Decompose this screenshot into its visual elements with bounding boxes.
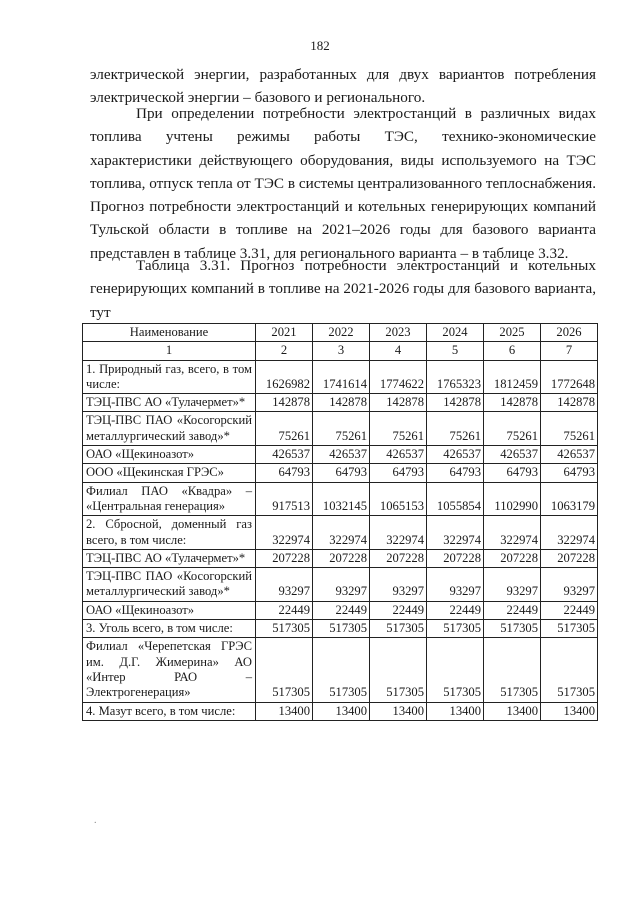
row-name-cell: ТЭЦ-ПВС АО «Тулачермет»* <box>83 394 256 412</box>
value-cell: 13400 <box>427 702 484 720</box>
value-cell: 64793 <box>541 464 598 482</box>
row-name-cell: 3. Уголь всего, в том числе: <box>83 620 256 638</box>
value-cell: 322974 <box>427 516 484 550</box>
value-cell: 517305 <box>313 620 370 638</box>
value-cell: 322974 <box>541 516 598 550</box>
value-cell: 1063179 <box>541 482 598 516</box>
value-cell: 75261 <box>313 412 370 446</box>
value-cell: 93297 <box>313 568 370 602</box>
row-name-cell: ТЭЦ-ПВС АО «Тулачермет»* <box>83 549 256 567</box>
value-cell: 1055854 <box>427 482 484 516</box>
table-row <box>83 446 598 464</box>
value-cell: 75261 <box>427 412 484 446</box>
table-row <box>83 360 598 394</box>
value-cell: 64793 <box>370 464 427 482</box>
value-cell: 93297 <box>427 568 484 602</box>
value-cell: 322974 <box>484 516 541 550</box>
value-cell: 22449 <box>313 601 370 619</box>
value-cell: 22449 <box>541 601 598 619</box>
value-cell: 1774622 <box>370 360 427 394</box>
header-year: 2021 <box>256 324 313 342</box>
row-name-cell: ОАО «Щекиноазот» <box>83 601 256 619</box>
value-cell: 93297 <box>256 568 313 602</box>
row-name-cell: Филиал ПАО «Квадра» – «Центральная генерация» <box>83 482 256 516</box>
value-cell: 517305 <box>256 638 313 702</box>
value-cell: 1065153 <box>370 482 427 516</box>
value-cell: 322974 <box>313 516 370 550</box>
value-cell: 93297 <box>370 568 427 602</box>
table-row <box>83 568 598 602</box>
value-cell: 517305 <box>484 638 541 702</box>
value-cell: 64793 <box>256 464 313 482</box>
column-index: 2 <box>256 342 313 360</box>
value-cell: 207228 <box>370 549 427 567</box>
value-cell: 142878 <box>370 394 427 412</box>
value-cell: 22449 <box>484 601 541 619</box>
table-row <box>83 412 598 446</box>
table-row <box>83 516 598 550</box>
table-row <box>83 638 598 702</box>
table-row <box>83 394 598 412</box>
value-cell: 22449 <box>370 601 427 619</box>
value-cell: 13400 <box>313 702 370 720</box>
value-cell: 917513 <box>256 482 313 516</box>
column-index: 6 <box>484 342 541 360</box>
row-name-cell: ТЭЦ-ПВС ПАО «Косогорский металлургический завод»* <box>83 568 256 602</box>
row-name-cell: ООО «Щекинская ГРЭС» <box>83 464 256 482</box>
column-index: 4 <box>370 342 427 360</box>
value-cell: 75261 <box>484 412 541 446</box>
value-cell: 426537 <box>427 446 484 464</box>
value-cell: 75261 <box>370 412 427 446</box>
value-cell: 93297 <box>541 568 598 602</box>
value-cell: 1812459 <box>484 360 541 394</box>
value-cell: 517305 <box>370 638 427 702</box>
value-cell: 517305 <box>427 620 484 638</box>
value-cell: 1102990 <box>484 482 541 516</box>
table-row <box>83 601 598 619</box>
value-cell: 322974 <box>370 516 427 550</box>
value-cell: 322974 <box>256 516 313 550</box>
value-cell: 75261 <box>541 412 598 446</box>
value-cell: 1741614 <box>313 360 370 394</box>
column-index: 1 <box>83 342 256 360</box>
table-row <box>83 464 598 482</box>
value-cell: 1765323 <box>427 360 484 394</box>
value-cell: 13400 <box>370 702 427 720</box>
value-cell: 13400 <box>484 702 541 720</box>
value-cell: 517305 <box>427 638 484 702</box>
value-cell: 75261 <box>256 412 313 446</box>
value-cell: 517305 <box>541 620 598 638</box>
row-name-cell: 1. Природный газ, всего, в том числе: <box>83 360 256 394</box>
table-row <box>83 702 598 720</box>
value-cell: 93297 <box>484 568 541 602</box>
value-cell: 207228 <box>427 549 484 567</box>
value-cell: 517305 <box>370 620 427 638</box>
value-cell: 426537 <box>541 446 598 464</box>
value-cell: 207228 <box>256 549 313 567</box>
row-name-cell: ТЭЦ-ПВС ПАО «Косогорский металлургический завод»* <box>83 412 256 446</box>
value-cell: 426537 <box>256 446 313 464</box>
value-cell: 517305 <box>313 638 370 702</box>
value-cell: 142878 <box>313 394 370 412</box>
row-name-cell: 2. Сбросной, доменный газ всего, в том числе: <box>83 516 256 550</box>
value-cell: 517305 <box>541 638 598 702</box>
value-cell: 426537 <box>313 446 370 464</box>
value-cell: 142878 <box>541 394 598 412</box>
value-cell: 22449 <box>427 601 484 619</box>
value-cell: 13400 <box>541 702 598 720</box>
value-cell: 1626982 <box>256 360 313 394</box>
value-cell: 517305 <box>256 620 313 638</box>
table-row <box>83 549 598 567</box>
table-caption: Таблица 3.31. Прогноз потребности электростанций и котельных генерирующих компаний в топливе на 2021-2026 годы для базового варианта, тут <box>90 257 596 321</box>
value-cell: 142878 <box>427 394 484 412</box>
row-name-cell: Филиал «Черепетская ГРЭС им. Д.Г. Жимерина» АО «Интер РАО – Электрогенерация» <box>83 638 256 702</box>
value-cell: 142878 <box>484 394 541 412</box>
value-cell: 207228 <box>541 549 598 567</box>
scan-speck: . <box>94 815 97 826</box>
value-cell: 13400 <box>256 702 313 720</box>
header-year: 2022 <box>313 324 370 342</box>
value-cell: 1772648 <box>541 360 598 394</box>
row-name-cell: ОАО «Щекиноазот» <box>83 446 256 464</box>
paragraph-1: электрической энергии, разработанных для двух вариантов потребления электрической энергии – базового и регионального. <box>90 66 596 107</box>
value-cell: 207228 <box>484 549 541 567</box>
value-cell: 1032145 <box>313 482 370 516</box>
row-name-cell: 4. Мазут всего, в том числе: <box>83 702 256 720</box>
value-cell: 426537 <box>370 446 427 464</box>
fuel-forecast-table <box>82 323 598 721</box>
header-year: 2025 <box>484 324 541 342</box>
value-cell: 64793 <box>484 464 541 482</box>
value-cell: 64793 <box>313 464 370 482</box>
table-row <box>83 482 598 516</box>
column-index: 7 <box>541 342 598 360</box>
value-cell: 517305 <box>484 620 541 638</box>
column-index: 5 <box>427 342 484 360</box>
paragraph-2: При определении потребности электростанций в различных видах топлива учтены режимы работы ТЭС, технико-экономические характеристики действующего оборудования, виды используемого на ТЭС топлива, отпуск тепла от ТЭС в системы централизованного теплоснабжения. Прогноз потребности электростанций и котельных генерирующих компаний Тульской области в топливе на 2021–2026 годы для базового варианта представлен в таблице 3.31, для регионального варианта – в таблице 3.32. <box>90 105 596 262</box>
header-year: 2023 <box>370 324 427 342</box>
page-number: 182 <box>310 38 330 53</box>
header-year: 2026 <box>541 324 598 342</box>
value-cell: 22449 <box>256 601 313 619</box>
header-name: Наименование <box>83 324 256 342</box>
value-cell: 207228 <box>313 549 370 567</box>
header-year: 2024 <box>427 324 484 342</box>
value-cell: 142878 <box>256 394 313 412</box>
table-row <box>83 620 598 638</box>
column-index-row <box>83 342 598 360</box>
column-index: 3 <box>313 342 370 360</box>
table-header-row <box>83 324 598 342</box>
value-cell: 426537 <box>484 446 541 464</box>
value-cell: 64793 <box>427 464 484 482</box>
